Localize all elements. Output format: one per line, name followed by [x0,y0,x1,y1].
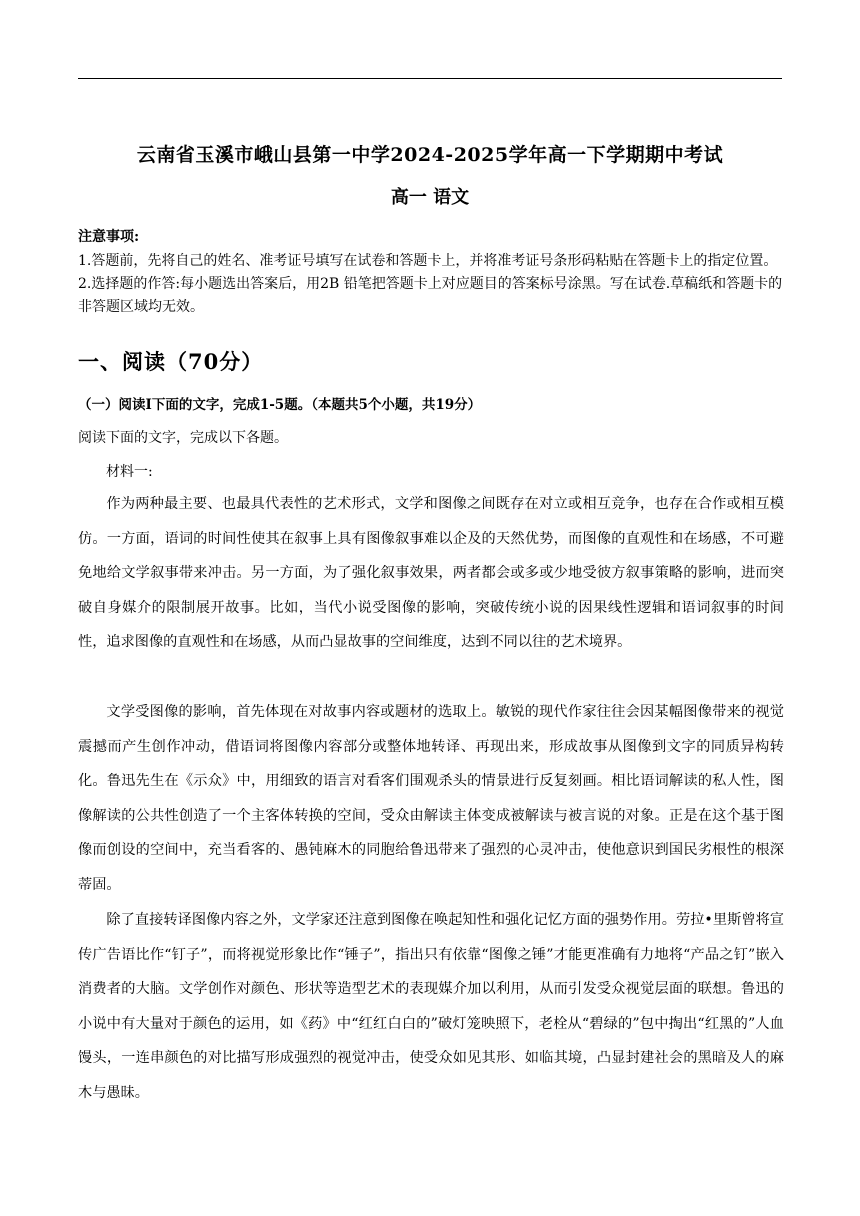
paragraph-text: 作为两种最主要、也最具代表性的艺术形式，文学和图像之间既存在对立或相互竞争，也存在合作或相互模仿。一方面，语词的时间性使其在叙事上具有图像叙事难以企及的天然优势，而图像的直观性和在场感，不可避免地给文学叙事带来冲击。另一方面，为了强化叙事效果，两者都会或多或少地受彼方叙事策略的影响，进而突破自身媒介的限制展开故事。比如，当代小说受图像的影响，突破传统小说的因果线性逻辑和语词叙事的时间性，追求图像的直观性和在场感，从而凸显故事的空间维度，达到不同以往的艺术境界。 [78,496,784,651]
passage-paragraph-2 [78,695,784,903]
notes-heading: 注意事项: [78,229,140,245]
note-item: 2.选择题的作答:每小题选出答案后，用2B 铅笔把答题卡上对应题目的答案标号涂黑。写在试卷.草稿纸和答题卡的非答题区域均无效。 [78,276,783,315]
exam-title: 云南省玉溪市峨山县第一中学2024-2025学年高一下学期期中考试 [136,144,724,166]
part-heading: （一）阅读Ⅰ下面的文字，完成1-5题。（本题共5个小题，共19分） [78,397,482,413]
note-item: 1.答题前，先将自己的姓名、准考证号填写在试卷和答题卡上，并将准考证号条形码粘贴在答题卡上的指定位置。 [78,253,778,269]
paragraph-text: 除了直接转译图像内容之外，文学家还注意到图像在唤起知性和强化记忆方面的强势作用。劳拉•里斯曾将宣传广告语比作“钉子”，而将视觉形象比作“锤子”，指出只有依靠“图像之锤”才能更准确有力地将“产品之钉”嵌入消费者的大脑。文学创作对颜色、形状等造型艺术的表现媒介加以利用，从而引发受众视觉层面的联想。鲁迅的小说中有大量对于颜色的运用，如《药》中“红红白白的”破灯笼映照下，老栓从“碧绿的”包中掏出“红黑的”人血馒头，一连串颜色的对比描写形成强烈的视觉冲击，使受众如见其形、如临其境，凸显封建社会的黑暗及人的麻木与愚昧。 [78,912,784,1101]
header-rule [78,78,782,79]
section-heading: 一、阅读（70分） [78,349,264,374]
notes-list [78,250,784,319]
passage-paragraph-1 [78,487,784,660]
exam-subtitle: 高一 语文 [390,187,470,208]
paragraph-text: 文学受图像的影响，首先体现在对故事内容或题材的选取上。敏锐的现代作家往往会因某幅图像带来的视觉震撼而产生创作冲动，借语词将图像内容部分或整体地转译、再现出来，形成故事从图像到文字的同质异构转化。鲁迅先生在《示众》中，用细致的语言对看客们围观杀头的情景进行反复刻画。相比语词解读的私人性，图像解读的公共性创造了一个主客体转换的空间，受众由解读主体变成被解读与被言说的对象。正是在这个基于图像而创设的空间中，充当看客的、愚钝麻木的同胞给鲁迅带来了强烈的心灵冲击，使他意识到国民劣根性的根深蒂固。 [78,704,784,893]
material-label: 材料一: [106,464,153,480]
passage-paragraph-3 [78,903,784,1111]
reading-instruction: 阅读下面的文字，完成以下各题。 [78,430,288,446]
